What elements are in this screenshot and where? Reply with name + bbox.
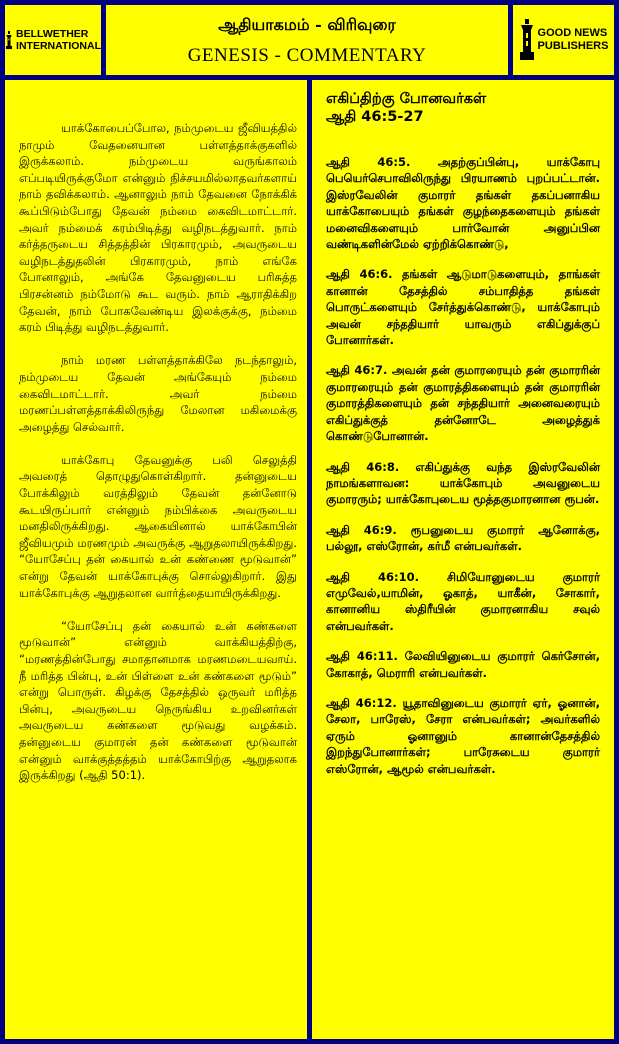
section-heading [326,90,600,126]
bellwether-sub: INTERNATIONAL [16,40,101,52]
verse: ஆதி 46:6. தங்கள் ஆடுமாடுகளையும், தாங்கள் கானான் தேசத்தில் சம்பாதித்த தங்கள் பொருட்களையும் சேர்த்துக்கொண்டு, யாக்கோபும் அவன் சந்ததியார் யாவரும் எகிப்துக்குப் போனார்கள். [326,267,600,348]
page-header [106,5,508,75]
commentary-paragraph: யாக்கோபைப்போல, நம்முடைய ஜீவியத்தில் நாமும் வேதனையான பள்ளத்தாக்குகளில் இருக்கலாம். நம்முடைய வருங்காலம் எப்படியிருக்குமோ என்னும் நிச்சயமில்லாதவர்களாய் நாம் தவிக்கலாம். ஆனாலும் நாம் தேவனை நோக்கிக் கூப்பிடும்போது தேவன் நம்மை கைவிடமாட்டார். அவர் நம்மைக் கரம்பிடித்து வழிநடத்துவார். நாம் கர்த்தருடைய சித்தத்தின் பிரகாரமும், அவருடைய வழிநடத்துதலின் பிரகாரமும், நாம் எங்கே போனாலும், அங்கே தேவனுடைய பரிசுத்த பிரசன்னம் நம்மோடு கூட வரும். நாம் ஆராதிக்கிற தேவன், நாம் போகவேண்டிய இலக்குக்கு, நம்மை கரம் பிடித்து வழிநடத்துவார். [19,121,297,335]
good-news-logo [513,5,614,75]
commentary-paragraph: யாக்கோபு தேவனுக்கு பலி செலுத்தி அவரைத் தொழுதுகொள்கிறார். தன்னுடைய போக்கிலும் வரத்திலும் தேவன் தன்னோடு கூடயிருப்பார் என்னும் நம்பிக்கை அவருடைய மனதிலிருக்கிறது. ஆகையினால் யாக்கோபின் ஜீவியமும் மரணமும் அவருக்கு ஆறுதலாயிருக்கிறது. “யோசேப்பு தன் கையால் உன் கண்ணை மூடுவான்” என்று தேவன் யாக்கோபுக்கு சொல்லுகிறார். இது யாக்கோபுக்கு ஆறுதலான வார்த்தையாயிருக்கிறது. [19,452,297,600]
scripture-column [312,80,614,1039]
verse: ஆதி 46:5. அதற்குப்பின்பு, யாக்கோபு பெயெர்செபாவிலிருந்து பிரயாணம் புறப்பட்டான். இஸ்ரவேலின் குமாரர் தங்கள் தகப்பனாகிய யாக்கோபையும் தங்கள் குழந்தைகளையும் தங்கள் மனைவிகளையும் பார்வோன் அனுப்பின வண்டிகளின்மேல் ஏற்றிக்கொண்டு, [326,155,600,252]
verse: ஆதி 46:7. அவன் தன் குமாரரையும் தன் குமாரரின் குமாரரையும் தன் குமாரத்திகளையும் தன் குமாரரின் குமாரத்திகளையும் தன் சந்ததியார் அனைவரையும் எகிப்துக்குத் தன்னோடே அழைத்துக் கொண்டுபோனான். [326,363,600,444]
verse: ஆதி 46:8. எகிப்துக்கு வந்த இஸ்ரவேலின் நாமங்களாவன: யாக்கோபும் அவனுடைய குமாரரும்; யாக்கோபுடைய மூத்தகுமாரனான ரூபன். [326,459,600,507]
verse: ஆதி 46:9. ரூபனுடைய குமாரர் ஆனோக்கு, பல்லூ, எஸ்ரோன், கர்மீ என்பவர்கள். [326,522,600,554]
good-news-name: GOOD NEWS [537,27,608,39]
section-reference: ஆதி 46:5-27 [326,109,424,125]
commentary-column [5,80,307,1039]
title-english: GENESIS - COMMENTARY [187,45,427,66]
bellwether-name: BELLWETHER [16,28,89,40]
verse: ஆதி 46:11. லேவியினுடைய குமாரர் கெர்சோன், கோகாத், மெராரி என்பவர்கள். [326,649,600,680]
good-news-sub: PUBLISHERS [537,40,609,52]
verse: ஆதி 46:12. யூதாவினுடைய குமாரர் ஏர், ஓனான், சேலா, பாரேஸ், சேரா என்பவர்கள்; அவர்களில் ஏரும் ஓனானும் கானான்தேசத்தில் இறந்துபோனார்கள்; பாரேசுடைய குமாரர் எஸ்ரோன், ஆமூல் என்பவர்கள். [326,695,600,776]
commentary-paragraph: நாம் மரண பள்ளத்தாக்கிலே நடந்தாலும், நம்முடைய தேவன் அங்கேயும் நம்மை கைவிடமாட்டார். அவர் நம்மை மரணப்பள்ளத்தாக்கிலிருந்து மேலான மகிமைக்கு அழைத்து செல்வார். [19,353,297,434]
commentary-paragraph: “யோசேப்பு தன் கையால் உன் கண்களை மூடுவான்” என்னும் வாக்கியத்திற்கு, “மரணத்தின்போது சமாதானமாக மரணமடையவாய். நீ மரித்த பின்பு, உன் பிள்ளை உன் கண்களை மூடும்” என்று பொருள். கிழக்கு தேசத்தில் ஒருவர் மரித்த பின்பு, அவருடைய நெருங்கிய உறவினர்கள் அவருடைய கண்களை மூடுவது வழக்கம். தன்னுடைய குமாரன் தன் கண்களை மூடுவான் என்னும் வாக்குத்தத்தம் யாக்கோபிற்கு ஆறுதலாக இருக்கிறது (ஆதி 50:1). [19,618,297,783]
section-title: எகிப்திற்கு போனவர்கள் [326,91,487,107]
bellwether-tower-icon [5,20,13,60]
title-tamil: ஆதியாகமம் - விரிவுரை [218,15,396,34]
tower-icon [519,18,535,62]
bellwether-logo [5,5,101,75]
verse: ஆதி 46:10. சிமியோனுடைய குமாரர் எமுவேல்,யாமின், ஓகாத், யாகீன், சோகார், கானானிய ஸ்திரீயின் குமாரனாகிய சவுல் என்பவர்கள். [326,569,600,633]
